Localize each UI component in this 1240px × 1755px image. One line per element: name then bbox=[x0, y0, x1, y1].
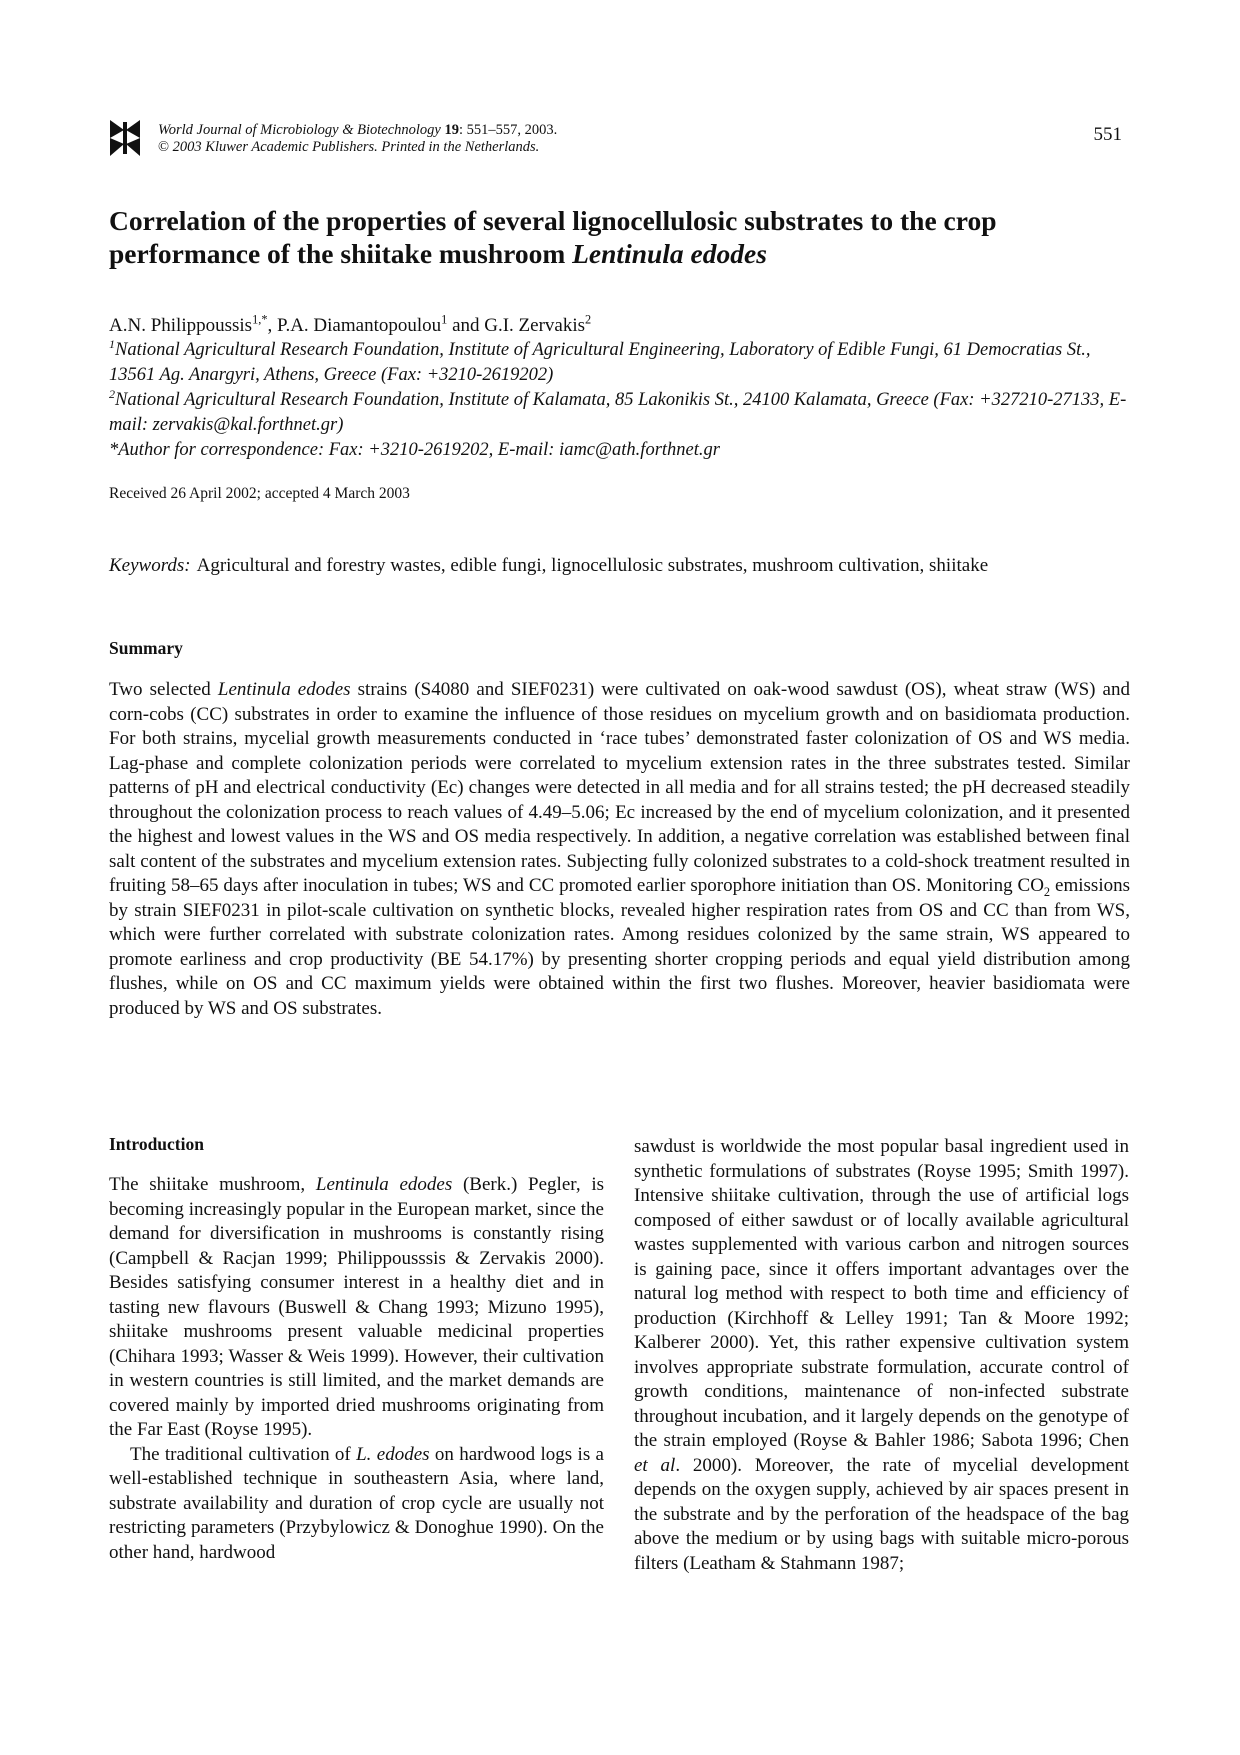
keywords-label: Keywords: bbox=[109, 555, 191, 576]
keywords-text: Agricultural and forestry wastes, edible fungi, lignocellulosic substrates, mushroom cultivation, shiitake bbox=[196, 555, 989, 576]
author-block bbox=[109, 313, 1139, 463]
body-column-left bbox=[109, 1173, 604, 1565]
affiliation-1: $^1$National Agricultural Research Foundation, Institute of Agricultural Engineering, Laboratory of Edible Fungi, 61 Democratias St., 13561 Ag. Anargyri, Athens, Greece (Fax: +3210-2619202) bbox=[109, 336, 1091, 385]
intro-paragraph-3: sawdust is worldwide the most popular basal ingredient used in synthetic formulations of substrates (Royse 1995; Smith 1997). Intensive shiitake cultivation, through the use of artificial logs composed of either sawdust or of locally available agricultural wastes supplemented with various carbon and nitrogen sources is gaining pace, since it offers important advantages over the natural log method with respect to both time and efficiency of production (Kirchhoff & Lelley 1991; Tan & Moore 1992; Kalberer 2000). Yet, this rather expensive cultivation system involves appropriate substrate formulation, accurate control of growth conditions, maintenance of non-infected substrate throughout incubation, and it largely depends on the genotype of the strain employed (Royse & Bahler 1986; Sabota 1996; Chen et al. 2000). Moreover, the rate of mycelial development depends on the oxygen supply, achieved by air spaces present in the substrate and by the perforation of the headspace of the bag above the medium or by using bags with suitable micro-porous filters (Leatham & Stahmann 1987; bbox=[634, 1136, 1130, 1574]
paper-title: Correlation of the properties of several lignocellulosic substrates to the crop performance of the shiitake mushroom Lentinula edodes bbox=[109, 205, 997, 269]
introduction-heading: Introduction bbox=[109, 1134, 204, 1154]
affiliation-2: $^2$National Agricultural Research Foundation, Institute of Kalamata, 85 Lakonikis St., 24100 Kalamata, Greece (Fax: +327210-27133, E-mail: zervakis@kal.forthnet.gr) bbox=[109, 386, 1127, 435]
summary-text: Two selected Lentinula edodes strains (S4080 and SIEF0231) were cultivated on oak-wood sawdust (OS), wheat straw (WS) and corn-cobs (CC) substrates in order to examine the influence of those residues on mycelium growth and on basidiomata production. For both strains, mycelial growth measurements conducted in ‘race tubes’ demonstrated faster colonization of OS and WS media. Lag-phase and complete colonization periods were correlated to mycelium extension rates in the three substrates tested. Similar patterns of pH and electrical conductivity (Ec) changes were detected in all media and for all strains tested; the pH decreased steadily throughout the colonization process to reach values of 4.49–5.06; Ec increased by the end of mycelium colonization, and it presented the highest and lowest values in the WS and OS media respectively. In addition, a negative correlation was established between final salt content of the substrates and mycelium extension rates. Subjecting fully colonized substrates to a cold-shock treatment resulted in fruiting 58–65 days after inoculation in tubes; WS and CC promoted earlier sporophore initiation than OS. Monitoring $CO_2$ emissions by strain SIEF0231 in pilot-scale cultivation on synthetic blocks, revealed higher respiration rates from OS and CC than from WS, which were further correlated with substrate colonization rates. Among residues colonized by the same strain, WS appeared to promote earliness and crop productivity (BE 54.17%) by presenting shorter cropping periods and equal yield distribution among flushes, while on OS and CC maximum yields were obtained within the first two flushes. Moreover, heavier basidiomata were produced by WS and OS substrates. bbox=[109, 679, 1130, 1019]
journal-citation: World Journal of Microbiology & Biotechnology 19: 551–557, 2003. bbox=[158, 122, 558, 138]
intro-paragraph-2: The traditional cultivation of L. edodes on hardwood logs is a well-established technique in southeastern Asia, where land, substrate availability and duration of crop cycle are usually not restricting parameters (Przybylowicz & Donoghue 1990). On the other hand, hardwood bbox=[109, 1443, 604, 1563]
received-dates: Received 26 April 2002; accepted 4 March 2003 bbox=[109, 485, 410, 502]
author-list: A.N. Philippoussis$^{1,*}$, P.A. Diamantopoulou$^1$ and G.I. Zervakis$^2$ bbox=[109, 312, 592, 336]
copyright-line: © 2003 Kluwer Academic Publishers. Printed in the Netherlands. bbox=[158, 139, 540, 155]
journal-info bbox=[158, 122, 557, 156]
keywords bbox=[109, 555, 1139, 577]
summary-heading: Summary bbox=[109, 638, 183, 658]
publisher-logo-icon bbox=[108, 118, 142, 158]
intro-paragraph-1: The shiitake mushroom, Lentinula edodes (Berk.) Pegler, is becoming increasingly popular in the European market, since the demand for diversification in mushrooms is constantly rising (Campbell & Racjan 1999; Philippousssis & Zervakis 2000). Besides satisfying consumer interest in a healthy diet and in tasting new flavours (Buswell & Chang 1993; Mizuno 1995), shiitake mushrooms present valuable medicinal properties (Chihara 1993; Wasser & Weis 1999). However, their cultivation in western countries is still limited, and the market demands are covered mainly by imported dried mushrooms originating from the Far East (Royse 1995). bbox=[109, 1174, 604, 1440]
correspondence-note: *Author for correspondence: Fax: +3210-2619202, E-mail: iamc@ath.forthnet.gr bbox=[109, 440, 720, 460]
body-column-right bbox=[634, 1135, 1129, 1576]
page-number: 551 bbox=[1093, 124, 1122, 145]
